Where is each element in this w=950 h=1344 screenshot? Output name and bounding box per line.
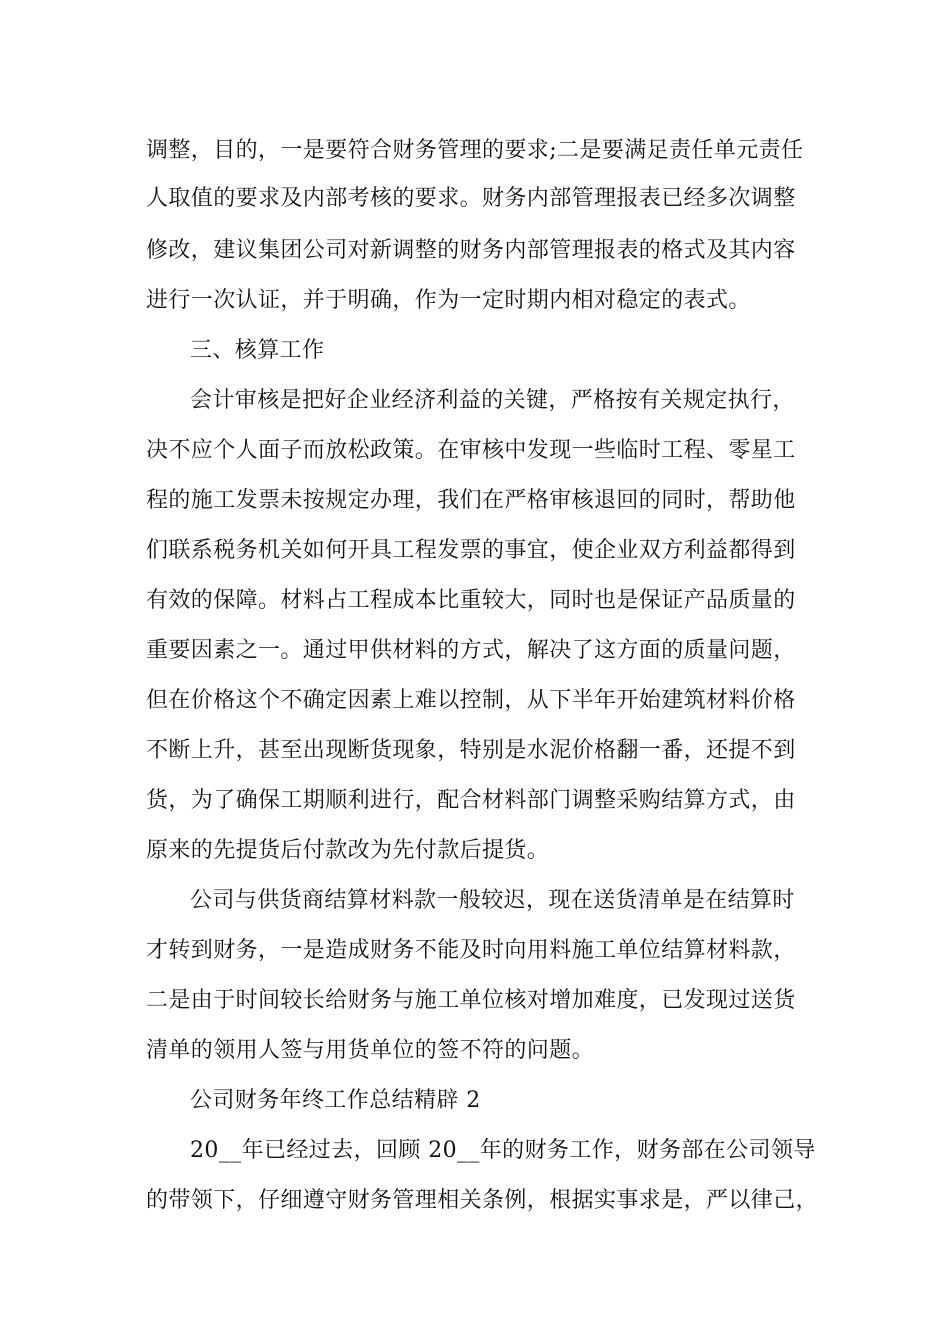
paragraph-line: 会计审核是把好企业经济利益的关键，严格按有关规定执行，: [190, 388, 795, 413]
paragraph-line: 们联系税务机关如何开具工程发票的事宜，使企业双方利益都得到: [146, 538, 796, 563]
paragraph-line: 不断上升，甚至出现断货现象，特别是水泥价格翻一番，还提不到: [146, 738, 796, 763]
section-heading: 公司财务年终工作总结精辟 2: [190, 1088, 481, 1113]
paragraph-line: 人取值的要求及内部考核的要求。财务内部管理报表已经多次调整: [146, 186, 796, 211]
paragraph-line: 公司与供货商结算材料款一般较迟，现在送货清单是在结算时: [190, 888, 795, 913]
paragraph-line: 才转到财务，一是造成财务不能及时向用料施工单位结算材料款，: [146, 938, 796, 963]
paragraph-line: 决不应个人面子而放松政策。在审核中发现一些临时工程、零星工: [146, 438, 796, 463]
section-heading: 三、核算工作: [190, 338, 325, 363]
paragraph-line: 原来的先提货后付款改为先付款后提货。: [146, 838, 550, 863]
paragraph-line: 货，为了确保工期顺利进行，配合材料部门调整采购结算方式，由: [146, 788, 796, 813]
paragraph-line: 的带领下，仔细遵守财务管理相关条例，根据实事求是，严以律己，: [146, 1188, 819, 1213]
paragraph-line: 二是由于时间较长给财务与施工单位核对增加难度，已发现过送货: [146, 988, 796, 1013]
paragraph-line: 修改，建议集团公司对新调整的财务内部管理报表的格式及其内容: [146, 238, 796, 263]
paragraph-line: 有效的保障。材料占工程成本比重较大，同时也是保证产品质量的: [146, 588, 796, 613]
paragraph-line: 但在价格这个不确定因素上难以控制，从下半年开始建筑材料价格: [146, 688, 796, 713]
paragraph-line: 清单的领用人签与用货单位的签不符的问题。: [146, 1038, 595, 1063]
paragraph-line: 调整，目的，一是要符合财务管理的要求;二是要满足责任单元责任: [146, 138, 804, 163]
paragraph-line: 程的施工发票未按规定办理，我们在严格审核退回的同时，帮助他: [146, 488, 796, 513]
paragraph-line: 重要因素之一。通过甲供材料的方式，解决了这方面的质量问题，: [146, 638, 796, 663]
paragraph-line: 20__年已经过去，回顾 20__年的财务工作，财务部在公司领导: [190, 1138, 816, 1163]
paragraph-line: 进行一次认证，并于明确，作为一定时期内相对稳定的表式。: [146, 288, 751, 313]
